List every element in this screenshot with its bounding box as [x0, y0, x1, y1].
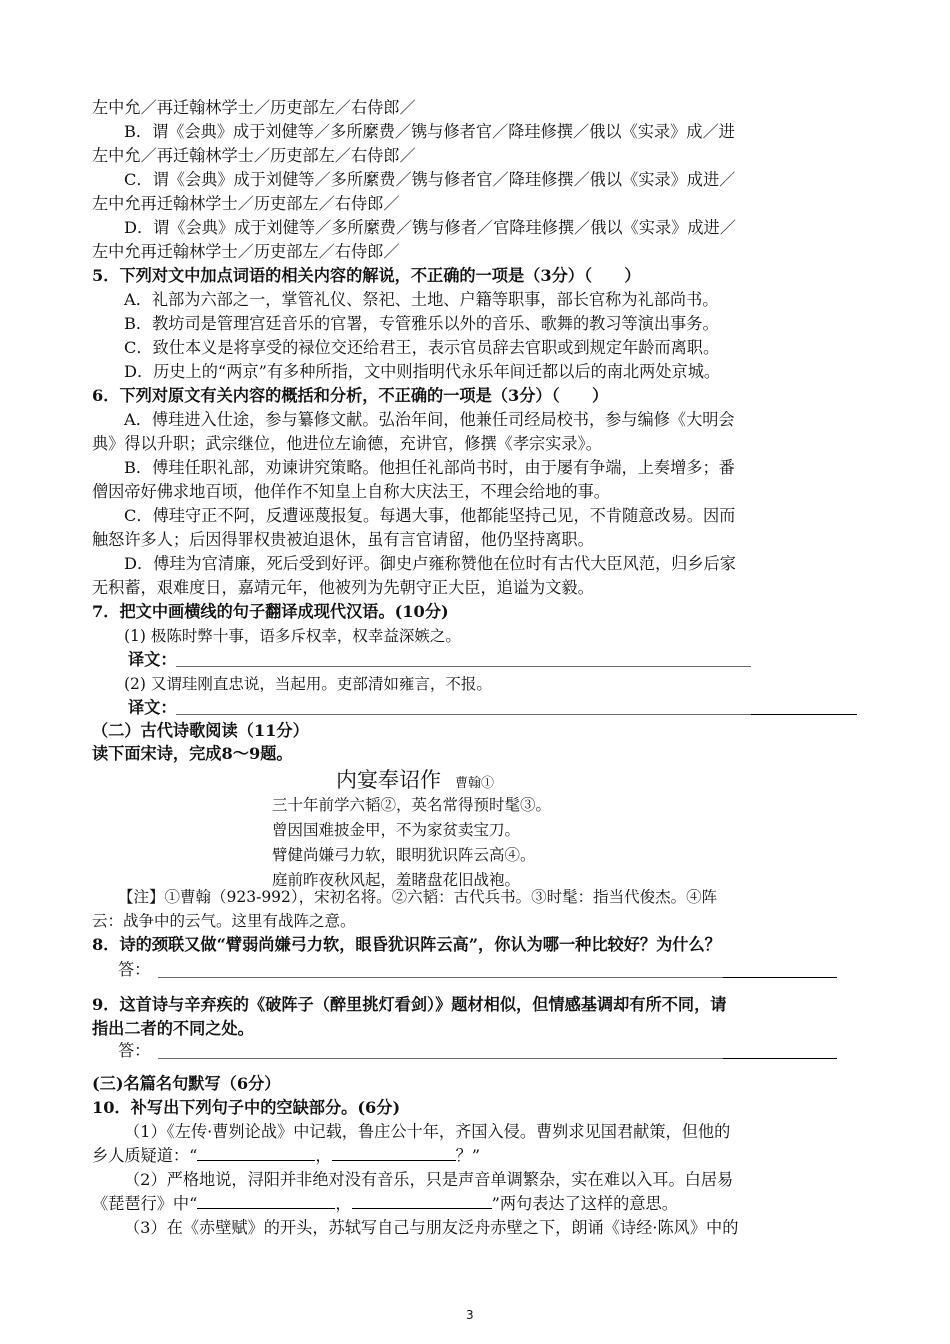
q7-answer-line-2-end: [751, 714, 857, 715]
q8-answer-label: 答：: [118, 960, 151, 979]
poem-title-block: [336, 764, 494, 794]
q10-blank-3[interactable]: [197, 1194, 335, 1209]
q6-option-c-line1: C．傅珪守正不阿，反遭诬蔑报复。每遇大事，他都能坚持己见，不肯随意改易。因而: [124, 506, 736, 525]
q10-part2-prefix: 《琵琶行》中“: [92, 1194, 198, 1213]
q6-option-a-line2: 典》得以升职；武宗继位，他进位左谕德，充讲官，修撰《孝宗实录》。: [92, 434, 602, 453]
q10-blank-4[interactable]: [352, 1194, 492, 1209]
poem-title: 内宴奉诏作: [336, 768, 441, 792]
q6-option-d-line2: 无积蓄，艰难度日，嘉靖元年，他被列为先朝守正大臣，追谥为文毅。: [92, 578, 594, 597]
q6-option-a-line1: A．傅珪进入仕途，参与纂修文献。弘治年间，他兼任司经局校书，参与编修《大明会: [124, 410, 735, 429]
q6-stem: 6．下列对原文有关内容的概括和分析，不正确的一项是（3分）（ ）: [92, 386, 609, 405]
q8-answer-line[interactable]: [158, 977, 723, 978]
q10-part2-line2: [92, 1193, 862, 1215]
q9-stem-line2: 指出二者的不同之处。: [92, 1019, 254, 1038]
q6-option-b-line2: 僧因帝好佛求地百顷，他佯作不知皇上自称大庆法王，不理会给地的事。: [92, 482, 610, 501]
poem-line-2: 曾因国难披金甲，不为家贫卖宝刀。: [272, 821, 521, 839]
poem-note-line1: 【注】①曹翰（923-992），宋初名将。②六韬：古代兵书。③时髦：指当代俊杰。④阵: [118, 888, 718, 906]
q6-option-b-line1: B．傅珪任职礼部，劝谏讲究策略。他担任礼部尚书时，由于屡有争端，上奏增多；番: [124, 458, 735, 477]
q9-answer-label: 答：: [118, 1041, 151, 1060]
q10-part1-line2: [92, 1145, 862, 1167]
q7-translation-label-2: 译文：: [128, 698, 177, 717]
q7-stem: 7．把文中画横线的句子翻译成现代汉语。(10分): [92, 602, 449, 621]
section-2-heading: （二）古代诗歌阅读（11分）: [92, 721, 309, 740]
q10-part3-line1: （3）在《赤壁赋》的开头，苏轼写自己与朋友泛舟赤壁之下，朗诵《诗经·陈风》中的: [124, 1218, 739, 1237]
poem-intro: 读下面宋诗，完成8～9题。: [92, 744, 293, 763]
q8-answer-line-end: [723, 977, 837, 978]
q10-part2-comma: ，: [335, 1194, 352, 1213]
q5-option-c: C．致仕本义是将享受的禄位交还给君王，表示官员辞去官职或到规定年龄而离职。: [124, 338, 720, 357]
q10-part1-suffix: ？”: [455, 1146, 481, 1165]
q9-answer-line-end: [723, 1058, 837, 1059]
q8-stem: 8．诗的颈联又做“臂弱尚嫌弓力软，眼昏犹识阵云高”，你认为哪一种比较好？为什么？: [92, 935, 721, 954]
q4-option-c-line2: 左中允再迁翰林学士／历吏部左／右侍郎／: [92, 194, 400, 213]
q7-translation-label-1: 译文：: [128, 650, 177, 669]
poem-note-line2: 云：战争中的云气。这里有战阵之意。: [92, 912, 356, 930]
q9-answer-line[interactable]: [158, 1058, 723, 1059]
poem-line-1: 三十年前学六韬②，英名常得预时髦③。: [272, 796, 552, 814]
q6-option-d-line1: D．傅珪为官清廉，死后受到好评。御史卢雍称赞他在位时有古代大臣风范，归乡后家: [124, 554, 736, 573]
q5-option-a: A．礼部为六部之一，掌管礼仪、祭祀、土地、户籍等职事，部长官称为礼部尚书。: [124, 290, 719, 309]
poem-line-4: 庭前昨夜秋风起，羞睹盘花旧战袍。: [272, 871, 521, 889]
q5-stem: 5．下列对文中加点词语的相关内容的解说，不正确的一项是（3分）（ ）: [92, 266, 641, 285]
q10-blank-2[interactable]: [332, 1146, 456, 1161]
q4-option-c-line1: C．谓《会典》成于刘健等／多所縻费／镌与修者官／降珪修撰／俄以《实录》成进／: [124, 170, 736, 189]
q10-blank-1[interactable]: [197, 1146, 315, 1161]
q4-option-d-line1: D．谓《会典》成于刘健等／多所縻费／镌与修者／官降珪修撰／俄以《实录》成进／: [124, 218, 736, 237]
q4-option-b-line1: B．谓《会典》成于刘健等／多所縻费／镌与修者官／降珪修撰／俄以《实录》成／进: [124, 122, 735, 141]
q5-option-d: D．历史上的“两京”有多种所指，文中则指明代永乐年间迁都以后的南北两处京城。: [124, 362, 721, 381]
q10-part2-suffix: ”两句表达了这样的意思。: [491, 1194, 678, 1213]
q7-sentence-1: (1) 极陈时弊十事，语多斥权幸，权幸益深嫉之。: [124, 627, 461, 645]
poem-author: 曹翰①: [455, 776, 495, 791]
q10-stem: 10．补写出下列句子中的空缺部分。(6分): [92, 1098, 401, 1117]
section-3-heading: (三)名篇名句默写（6分）: [92, 1074, 281, 1093]
q10-part1-prefix: 乡人质疑道：“: [92, 1146, 198, 1165]
q10-part1-comma: ，: [315, 1146, 332, 1165]
poem-line-3: 臂健尚嫌弓力软，眼明犹识阵云高④。: [272, 846, 536, 864]
q6-option-c-line2: 触怒许多人；后因得罪权贵被迫退休，虽有言官请留，他仍坚持离职。: [92, 530, 594, 549]
q9-stem-line1: 9．这首诗与辛弃疾的《破阵子（醉里挑灯看剑）》题材相似，但情感基调却有所不同，请: [92, 995, 727, 1014]
q10-part2-line1: （2）严格地说，浔阳并非绝对没有音乐，只是声音单调繁杂，实在难以入耳。白居易: [124, 1170, 734, 1189]
page-number: 3: [466, 1308, 474, 1322]
q4-option-d-line2: 左中允再迁翰林学士／历吏部左／右侍郎／: [92, 242, 400, 261]
q7-answer-line-2[interactable]: [176, 714, 751, 715]
q5-option-b: B．教坊司是管理宫廷音乐的官署，专管雅乐以外的音乐、歌舞的教习等演出事务。: [124, 314, 719, 333]
q7-answer-line-1[interactable]: [176, 666, 751, 667]
q7-sentence-2: (2) 又谓珪刚直忠说，当起用。吏部清如雍言，不报。: [124, 675, 492, 693]
q10-part1-line1: （1）《左传·曹刿论战》中记载，鲁庄公十年，齐国入侵。曹刿求见国君献策，但他的: [124, 1122, 731, 1141]
q4-option-a-tail: 左中允／再迁翰林学士／历吏部左／右侍郎／: [92, 98, 416, 117]
q4-option-b-line2: 左中允／再迁翰林学士／历吏部左／右侍郎／: [92, 146, 416, 165]
